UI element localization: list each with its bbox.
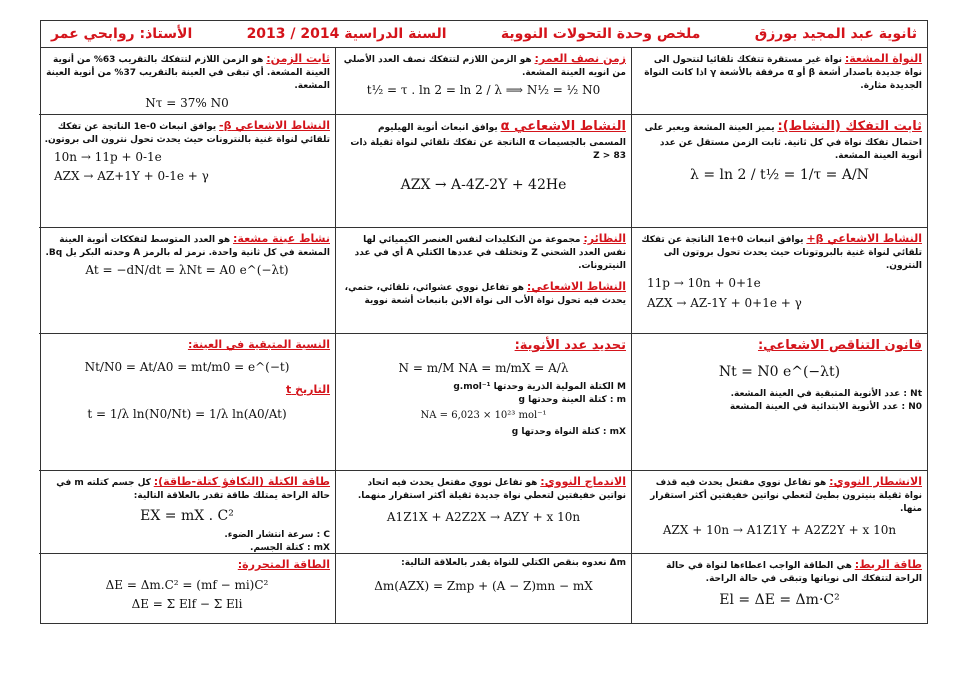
released-energy-formula-2: ΔE = Σ Elf − Σ Eli	[131, 597, 243, 612]
binding-energy-formula: El = ΔE = Δm·C²	[719, 592, 840, 609]
cell-nuclear-fission: الانشطار النووي: هو تفاعل نووي مفتعل يحدث فيه قذف نواة ثقيلة بنيترون بطيئ لتعطي نواتين خفيفتين أكثر استقرار منها. AZX + 10n → A1Z1Y + A2Z2Y + x 10n	[631, 471, 927, 554]
fusion-formula: A1Z1X + A2Z2X → AZY + x 10n	[386, 510, 581, 525]
dating-formula: t = 1/λ ln(N0/Nt) = 1/λ ln(A0/At)	[87, 407, 287, 422]
subject-title: ملخص وحدة التحولات النووية	[500, 26, 701, 42]
cell-decay-constant: ثابت التفكك (النشاط): يميز العينة المشعة ويعبر على احتمال تفكك نواة في كل ثانية. ثابت الزمن مستقل عن عدد أنوية العينة المشعة. λ = ln 2 / t½ = 1/τ = A/N	[631, 115, 927, 228]
summary-grid	[41, 48, 927, 624]
cell-sample-activity: نشاط عينة مشعة: هو العدد المتوسط لتفككات أنوية العينة المشعة في كل ثانية واحدة. نرمز له بالرمز A وحدته البكر يل Bq. At = −dN/dt = λNt = A0 e^(−λt)	[39, 228, 335, 334]
beta-plus-formula-2: AZX → AZ-1Y + 0+1e + γ	[647, 295, 802, 310]
decay-constant-formula: λ = ln 2 / t½ = 1/τ = A/N	[690, 166, 869, 183]
half-life-formula: t½ = τ . ln 2 = ln 2 / λ ⟹ N½ = ½ N0	[366, 83, 601, 98]
cell-number-of-nuclei: تحديد عدد الأنوية: N = m/M NA = m/mX = A/λ M الكتلة المولية الذرية وحدتها g.mol⁻¹ m : كتلة العينة وحدتها g NA = 6,023 × 10²³ mol⁻¹ mX : كتلة النواة وحدتها g	[335, 334, 631, 471]
cell-half-life: زمن نصف العمر: هو الزمن اللازم لتتفكك نصف العدد الأصلي من انويه العينة المشعة. t½ = τ . ln 2 = ln 2 / λ ⟹ N½ = ½ N0	[335, 48, 631, 115]
sheet-header	[41, 21, 927, 48]
mass-defect-formula: Δm(AZX) = Zmp + (A − Z)mn − mX	[374, 579, 593, 594]
cell-alpha-decay: النشاط الاشعاعي α يوافق انبعاث أنوية الهيليوم المسمى بالجسيمات α الناتجة عن تفكك تلقائي لنواة ثقيلة ذات Z > 83 AZX → A-4Z-2Y + 42He	[335, 115, 631, 228]
summary-sheet	[40, 20, 928, 624]
cell-nuclear-fusion: الاندماج النووي: هو تفاعل نووي مفتعل يحدث فيه اتحاد نواتين خفيفتين لتعطي نواة جديدة ثقيلة أكثر استقرار منهما. A1Z1X + A2Z2X → AZY + x 10n	[335, 471, 631, 554]
activity-formula: At = −dN/dt = λNt = A0 e^(−λt)	[85, 263, 289, 278]
cell-remaining-ratio: النسبة المتبقية في العينة: Nt/N0 = At/A0 = mt/m0 = e^(−t) التاريخ t t = 1/λ ln(N0/Nt) = 1/λ ln(A0/At)	[39, 334, 335, 471]
cell-time-constant: ثابت الزمن: هو الزمن اللازم لتتفكك بالتقريب 63% من أنوية العينة المشعة. أي تبقى في العينة بالتقريب 37% من أنوية العينة المشعة. Nτ = 37% N0	[39, 48, 335, 115]
remaining-ratio-formula: Nt/N0 = At/A0 = mt/m0 = e^(−t)	[84, 360, 290, 375]
fission-formula: AZX + 10n → A1Z1Y + A2Z2Y + x 10n	[662, 523, 897, 538]
cell-radioactive-nucleus: النواة المشعة: نواة غير مستقرة تتفكك تلقائيا لتتحول الى نواة جديدة باصدار أشعة β أو α مرفقة بالأشعة γ اذا كانت النواة الجديدة مثارة.	[631, 48, 927, 115]
mass-energy-formula: EX = mX . C²	[140, 508, 234, 525]
cell-beta-minus-decay: النشاط الاشعاعي β- يوافق انبعاث 0-1e الناتجة عن تفكك تلقائي لنواة غنية بالنترونات حيث يحدث تحول نترون الى بروتون. 10n → 11p + 0-1e AZX → AZ+1Y + 0-1e + γ	[39, 115, 335, 228]
cell-released-energy: الطاقة المتحررة: ΔE = Δm.C² = (mf − mi)C² ΔE = Σ Elf − Σ Eli	[39, 554, 335, 624]
cell-binding-energy: طاقة الربط: هي الطاقة الواجب اعطاءها لنواة في حالة الراحة لتتفكك الى نوياتها وتبقى في حالة الراحة. El = ΔE = Δm·C²	[631, 554, 927, 624]
beta-plus-formula-1: 11p → 10n + 0+1e	[647, 276, 761, 291]
cell-decay-law: قانون التناقص الاشعاعي: Nt = N0 e^(−λt) Nt : عدد الأنوية المتبقية في العينة المشعة. N0 : عدد الأنوية الابتدائية في العينة المشعة	[631, 334, 927, 471]
decay-law-formula: Nt = N0 e^(−λt)	[718, 363, 841, 380]
cell-beta-plus-decay: النشاط الاشعاعي β+ يوافق انبعاث 0+1e الناتجة عن تفكك تلقائي لنواة غنية بالبروتونات حيث يحدث تحول بروتون الى النترون. 11p → 10n + 0+1e AZX → AZ-1Y + 0+1e + γ	[631, 228, 927, 334]
time-constant-formula: Nτ = 37% N0	[145, 96, 229, 111]
teacher-name: الأستاذ: روابحي عمر	[51, 26, 193, 42]
released-energy-formula-1: ΔE = Δm.C² = (mf − mi)C²	[105, 578, 269, 593]
beta-minus-formula-1: 10n → 11p + 0-1e	[54, 150, 162, 165]
cell-mass-energy: طاقة الكتلة (التكافؤ كتلة-طاقة): كل جسم كتلته m في حالة الراحة يمتلك طاقة تقدر بالعلاقة التالية: EX = mX . C² C : سرعة انتشار الضوء. mX : كتلة الجسم.	[39, 471, 335, 554]
cell-isotopes: النظائر: مجموعة من النكليدات لنفس العنصر الكيميائي لها نفس العدد الشحني Z وتختلف في عددها الكتلي A أي في عدد النيترونات. النشاط الاشعاعي: هو تفاعل نووي عشوائي، تلقائي، حتمي، يحدث فيه تحول نواة الأب الى نواة الابن بانبعاث أشعة نووية	[335, 228, 631, 334]
alpha-decay-formula: AZX → A-4Z-2Y + 42He	[400, 176, 567, 193]
school-name: ثانوية عبد المجيد بورزق	[754, 26, 917, 42]
cell-mass-defect: Δm نعدوه بنقص الكتلي للنواة يقدر بالعلاقة التالية: Δm(AZX) = Zmp + (A − Z)mn − mX	[335, 554, 631, 624]
beta-minus-formula-2: AZX → AZ+1Y + 0-1e + γ	[54, 169, 209, 184]
number-of-nuclei-formula: N = m/M NA = m/mX = A/λ	[398, 360, 569, 375]
school-year: السنة الدراسية 2014 / 2013	[246, 26, 447, 42]
